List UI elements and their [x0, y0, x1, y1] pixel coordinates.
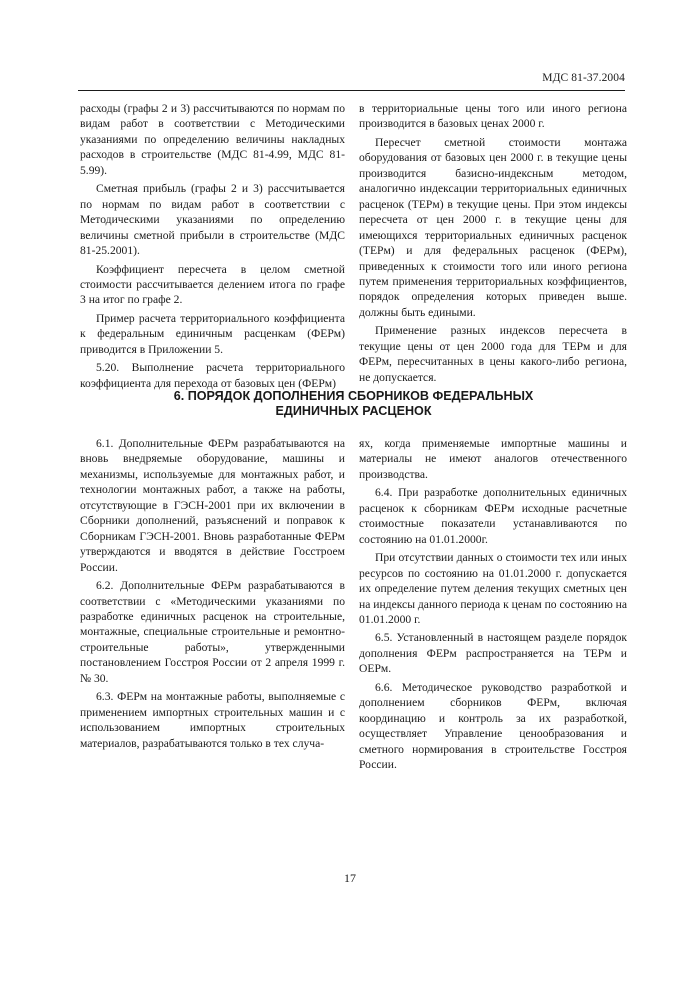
section-heading-line: ЕДИНИЧНЫХ РАСЦЕНОК: [275, 404, 432, 418]
paragraph: Коэффициент пересчета в целом сметной стоимости рассчитывается делением итога по графе 3 на итог по графе 2.: [80, 262, 345, 307]
paragraph: ях, когда применяемые импортные машины и материалы не имеют аналогов отечественного производства.: [359, 437, 627, 481]
paragraph: 6.2. Дополнительные ФЕРм разрабатываются в соответствии с «Методическими указаниями по разработке единичных расценок на строительные, монтажные, специальные строительные и ремонтно-строительные работы», утвержденными постановлением Госстроя России от 2 апреля 1999 г. № 30.: [80, 579, 345, 685]
paragraph: 6.6. Методическое руководство разработкой и дополнением сборников ФЕРм, включая координацию и контроль за их разработкой, осуществляет Управление ценообразования и сметного нормирования в строительстве Госстроя России.: [359, 680, 627, 772]
paragraph: 6.4. При разработке дополнительных единичных расценок к сборникам ФЕРм исходные расчетные стоимостные показатели устанавливаются по состоянию на 01.01.2000г.: [359, 486, 627, 546]
section-heading: [80, 389, 627, 419]
bottom-left-column: [80, 436, 345, 754]
top-left-column: [80, 101, 345, 394]
paragraph: Пересчет сметной стоимости монтажа оборудования от базовых цен 2000 г. в текущие цены производится базисно-индексным методом, аналогично индексации территориальных единичных расценок (ТЕРм) в текущие цены. При этом индексы пересчета от цен 2000 г. в текущие цены для имеющихся территориальных единичных расценок (ТЕРм) и для федеральных расценок (ФЕРм), приведенных к стоимости того или иного региона путем применения территориальных коэффициентов, порядок определения которых приведен выше. должны быть едиными.: [359, 135, 627, 319]
paragraph: При отсутствии данных о стоимости тех или иных ресурсов по состоянию на 01.01.2000 г. допускается их определение путем деления текущих сметных цен на индексы данного периода к ценам по состоянию на 01.01.2000 г.: [359, 551, 627, 626]
header-divider: [78, 90, 625, 91]
bottom-right-column: [359, 436, 627, 776]
section-heading-line: 6. ПОРЯДОК ДОПОЛНЕНИЯ СБОРНИКОВ ФЕДЕРАЛЬНЫХ: [173, 389, 534, 403]
page-number: 17: [344, 871, 356, 885]
paragraph: Применение разных индексов пересчета в текущие цены от цен 2000 года для ТЕРм и для ФЕРм, пересчитанных в цены какого-либо региона, не допускается.: [359, 324, 627, 384]
paragraph: Сметная прибыль (графы 2 и 3) рассчитывается по нормам по видам работ в соответствии с Методическими указаниями по определению величины сметной прибыли в строительстве (МДС 81-25.2001).: [80, 182, 345, 258]
paragraph: 6.5. Установленный в настоящем разделе порядок дополнения ФЕРм распространяется на ТЕРм и ОЕРм.: [359, 631, 627, 676]
top-right-column: [359, 101, 627, 388]
paragraph: расходы (графы 2 и 3) рассчитываются по нормам по видам работ в соответствии с Методическими указаниями по определению величины накладных расходов в строительстве (МДС 81-4.99, МДС 81-5.99).: [80, 102, 345, 177]
paragraph: Пример расчета территориального коэффициента к федеральным единичным расценкам (ФЕРм) приводится в Приложении 5.: [80, 311, 345, 356]
paragraph: в территориальные цены того или иного региона производится в базовых ценах 2000 г.: [359, 102, 627, 131]
paragraph: 5.20. Выполнение расчета территориального коэффициента для перехода от базовых цен (ФЕРм): [80, 361, 345, 390]
paragraph: 6.3. ФЕРм на монтажные работы, выполняемые с применением импортных строительных машин и с использованием импортных строительных материалов, разрабатываются только в тех случа-: [80, 690, 345, 750]
document-reference: МДС 81-37.2004: [542, 72, 625, 84]
paragraph: 6.1. Дополнительные ФЕРм разрабатываются на вновь внедряемые оборудование, машины и механизмы, используемые для монтажных работ, и технологии монтажных работ, а также на работы, отсутствующие в ГЭСН-2001 при их включении в Сборники дополнений, разъяснений и поправок к Сборникам ГЭСН-2001. Вновь разработанные ФЕРм утверждаются и вводятся в действие Госстроем России.: [80, 437, 345, 574]
